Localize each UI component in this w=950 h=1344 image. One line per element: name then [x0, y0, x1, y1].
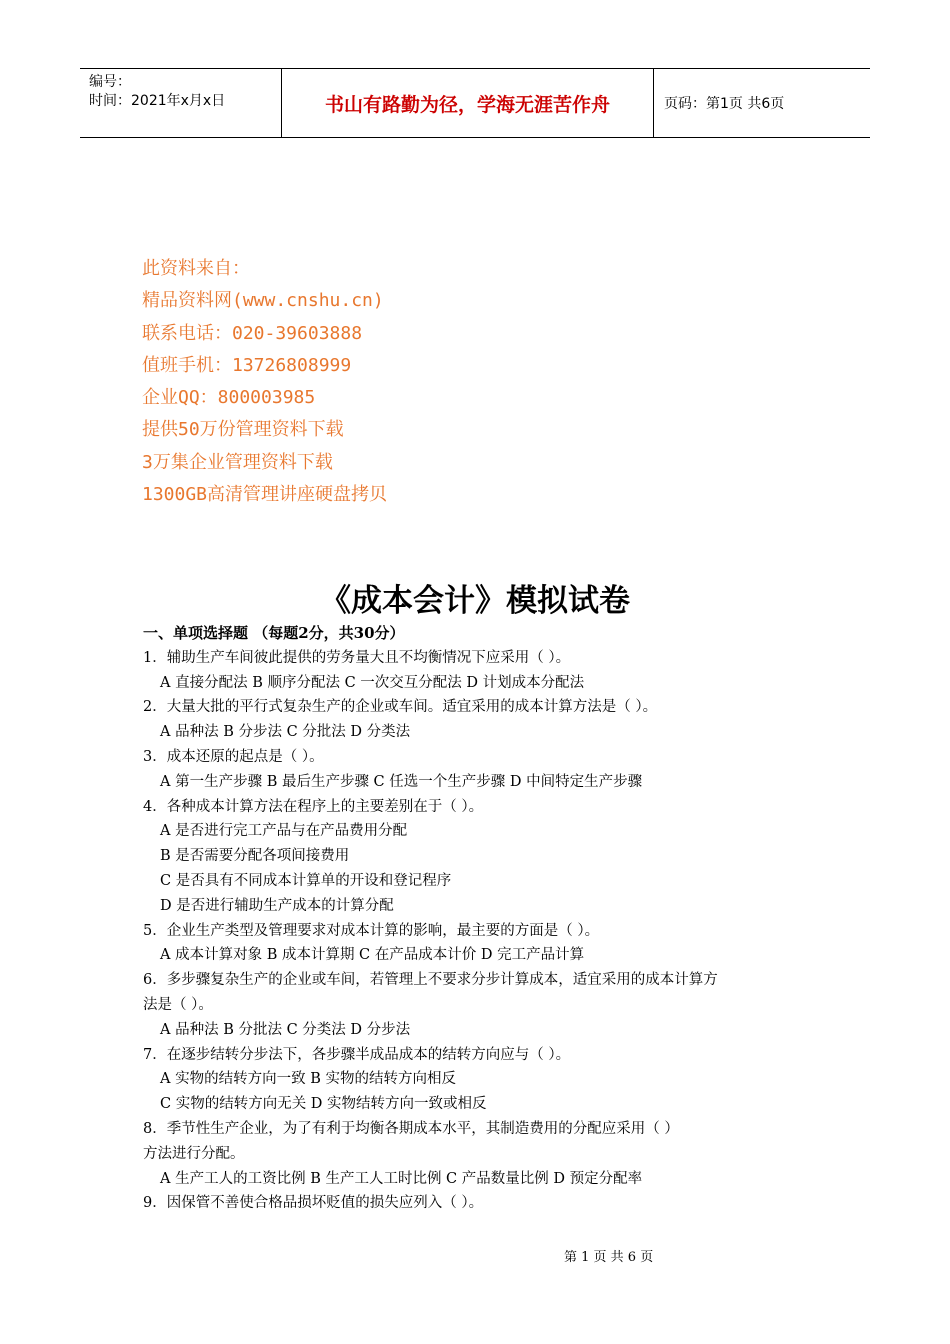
answer-option-line: C 实物的结转方向无关 D 实物结转方向一致或相反: [160, 1096, 487, 1113]
promo-line: 此资料来自：: [142, 258, 250, 279]
answer-option-line: A 是否进行完工产品与在产品费用分配: [160, 823, 408, 840]
answer-option-line: A 成本计算对象 B 成本计算期 C 在产品成本计价 D 完工产品计算: [160, 947, 585, 964]
question-line: 8．季节性生产企业，为了有利于均衡各期成本水平，其制造费用的分配应采用（ ）: [143, 1120, 679, 1137]
question-line: 1．辅助生产车间彼此提供的劳务量大且不均衡情况下应采用（ ）。: [143, 649, 571, 666]
header-table: [80, 68, 870, 138]
answer-option-line: A 品种法 B 分批法 C 分类法 D 分步法: [160, 1021, 411, 1038]
header-page-info: 页码：第1页 共6页: [664, 96, 785, 112]
answer-option-line: B 是否需要分配各项间接费用: [160, 848, 350, 865]
promo-line: 精品资料网(www.cnshu.cn): [142, 290, 384, 312]
header-meta: [80, 69, 282, 137]
question-line: 方法进行分配。: [143, 1145, 245, 1162]
question-line: 6．多步骤复杂生产的企业或车间，若管理上不要求分步计算成本，适宜采用的成本计算方: [143, 972, 718, 989]
answer-option-line: A 直接分配法 B 顺序分配法 C 一次交互分配法 D 计划成本分配法: [160, 674, 585, 691]
question-line: 9．因保管不善使合格品损坏贬值的损失应列入（ ）。: [143, 1195, 484, 1212]
question-list: [143, 621, 823, 1216]
promo-line: 提供50万份管理资料下载: [142, 419, 344, 441]
question-line: 5．企业生产类型及管理要求对成本计算的影响，最主要的方面是（ ）。: [143, 922, 600, 939]
page-footer: 第 1 页 共 6 页: [564, 1250, 654, 1265]
promo-line: 企业QQ：800003985: [142, 387, 316, 409]
question-line: 法是（ ）。: [143, 996, 213, 1013]
promo-block: [142, 253, 387, 511]
answer-option-line: D 是否进行辅助生产成本的计算分配: [160, 897, 394, 914]
promo-line: 3万集企业管理资料下载: [142, 451, 333, 473]
promo-line: 联系电话：020-39603888: [142, 322, 363, 344]
header-motto: 书山有路勤为径，学海无涯苦作舟: [282, 69, 654, 137]
answer-option-line: A 实物的结转方向一致 B 实物的结转方向相反: [160, 1071, 456, 1088]
answer-option-line: C 是否具有不同成本计算单的开设和登记程序: [160, 872, 452, 889]
doc-number: 编号：: [89, 74, 131, 90]
exam-title: 《成本会计》模拟试卷: [320, 583, 630, 619]
section-heading: 一、单项选择题 （每题2分，共30分）: [143, 624, 405, 642]
answer-option-line: A 生产工人的工资比例 B 生产工人工时比例 C 产品数量比例 D 预定分配率: [160, 1170, 643, 1187]
question-line: 7．在逐步结转分步法下，各步骤半成品成本的结转方向应与（ ）。: [143, 1046, 571, 1063]
question-line: 4．各种成本计算方法在程序上的主要差别在于（ ）。: [143, 798, 484, 815]
question-line: 2．大量大批的平行式复杂生产的企业或车间。适宜采用的成本计算方法是（ ）。: [143, 699, 658, 716]
answer-option-line: A 品种法 B 分步法 C 分批法 D 分类法: [160, 724, 411, 741]
promo-line: 值班手机：13726808999: [142, 354, 352, 376]
answer-option-line: A 第一生产步骤 B 最后生产步骤 C 任选一个生产步骤 D 中间特定生产步骤: [160, 773, 643, 790]
question-line: 3．成本还原的起点是（ ）。: [143, 748, 324, 765]
promo-line: 1300GB高清管理讲座硬盘拷贝: [142, 484, 388, 506]
doc-date: 时间：2021年x月x日: [89, 93, 226, 109]
